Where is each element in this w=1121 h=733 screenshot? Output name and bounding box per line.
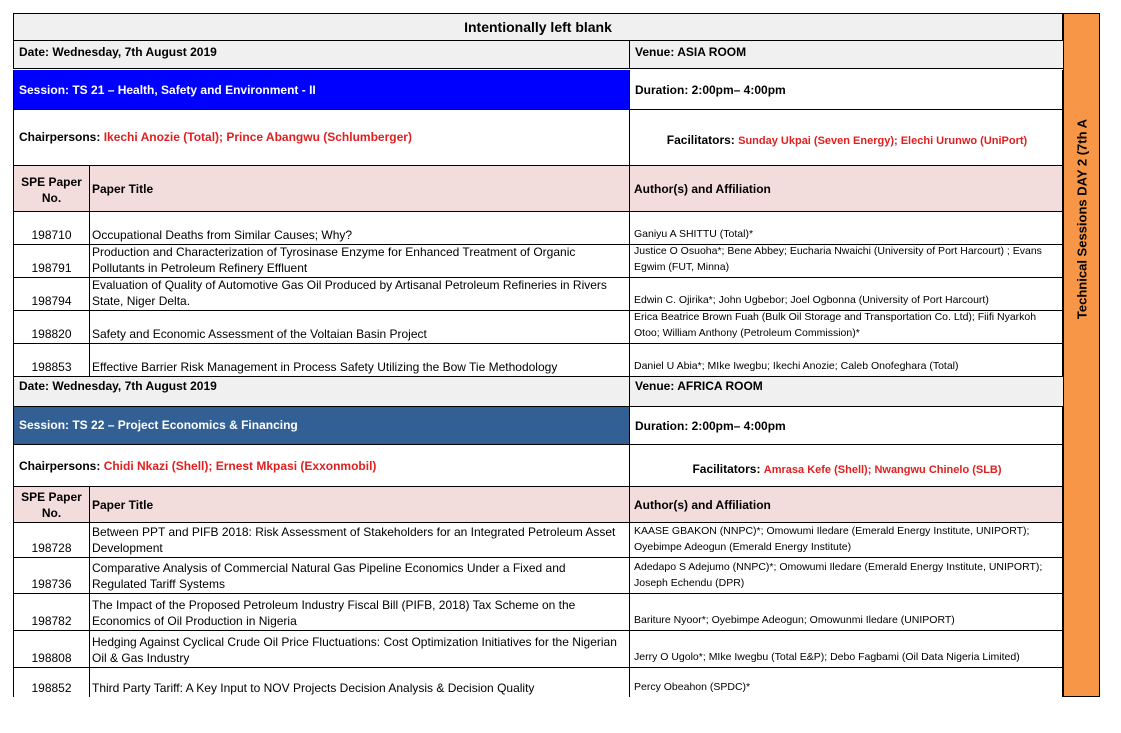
paper-number: 198808 [31, 651, 72, 665]
banner-text: Intentionally left blank [464, 19, 612, 35]
table-row [13, 344, 1063, 377]
chairpersons [14, 459, 629, 473]
chairpersons-row [13, 110, 1063, 166]
paper-title: Evaluation of Quality of Automotive Gas Oil Produced by Artisanal Petroleum Refineries in Rivers State, Niger Delta. [92, 278, 607, 308]
chairpersons-names: Ikechi Anozie (Total); Prince Abangwu (Schlumberger) [103, 130, 412, 144]
table-row [13, 558, 1063, 594]
paper-number: 198853 [31, 360, 72, 374]
header-paper-title: Paper Title [92, 498, 154, 512]
chairpersons-label: Chairpersons: [19, 459, 104, 473]
session-title: Session: TS 21 – Health, Safety and Environment - II [19, 83, 316, 97]
facilitators-label: Facilitators: [692, 462, 764, 476]
paper-number: 198736 [31, 577, 72, 591]
chairpersons-row [13, 445, 1063, 487]
session-title-row [13, 70, 1063, 110]
paper-authors: Percy Obeahon (SPDC)* [634, 681, 751, 693]
header-paper-no: SPE Paper No. [21, 490, 82, 520]
table-row [13, 631, 1063, 668]
paper-title: Third Party Tariff: A Key Input to NOV Projects Decision Analysis & Decision Quality [92, 681, 535, 695]
paper-number: 198710 [31, 228, 72, 242]
paper-title: Production and Characterization of Tyrosinase Enzyme for Enhanced Treatment of Organic Pollutants in Petroleum Refinery Effluent [92, 245, 576, 275]
paper-number: 198820 [31, 327, 72, 341]
session-duration: Duration: 2:00pm– 4:00pm [635, 83, 786, 97]
banner-row [13, 13, 1063, 41]
session-title: Session: TS 22 – Project Economics & Financing [19, 418, 298, 432]
paper-authors: Adedapo S Adejumo (NNPC)*; Omowumi Iledare (Emerald Energy Institute, UNIPORT); Joseph Echendu (DPR) [634, 561, 1043, 589]
session-venue: Venue: ASIA ROOM [635, 45, 747, 59]
header-author: Author(s) and Affiliation [634, 182, 771, 196]
paper-title: The Impact of the Proposed Petroleum Industry Fiscal Bill (PIFB, 2018) Tax Scheme on the Economics of Oil Production in Nigeria [92, 598, 576, 628]
table-row [13, 278, 1063, 311]
paper-title: Occupational Deaths from Similar Causes; Why? [92, 228, 353, 242]
paper-number: 198852 [31, 681, 72, 695]
facilitators [630, 460, 1064, 478]
chairpersons [14, 130, 629, 144]
paper-number: 198794 [31, 294, 72, 308]
paper-authors: Daniel U Abia*; MIke Iwegbu; Ikechi Anozie; Caleb Onofeghara (Total) [634, 360, 959, 372]
header-paper-title: Paper Title [92, 182, 154, 196]
paper-title: Hedging Against Cyclical Crude Oil Price Fluctuations: Cost Optimization Initiatives for the Nigerian Oil & Gas Industry [92, 635, 617, 665]
paper-number: 198728 [31, 541, 72, 555]
table-row [13, 594, 1063, 631]
table-row [13, 212, 1063, 245]
paper-authors: Justice O Osuoha*; Bene Abbey; Eucharia Nwaichi (University of Port Harcourt) ; Evans Egwim (FUT, Minna) [634, 245, 1042, 273]
table-row [13, 668, 1063, 697]
table-row [13, 311, 1063, 344]
session-duration: Duration: 2:00pm– 4:00pm [635, 419, 786, 433]
facilitators [630, 131, 1064, 149]
side-banner-text: Technical Sessions DAY 2 (7th A [1074, 118, 1090, 320]
paper-authors: Erica Beatrice Brown Fuah (Bulk Oil Storage and Transportation Co. Ltd); Fiifi Nyarkoh Otoo; William Anthony (Petroleum Commission)* [634, 311, 1037, 339]
facilitators-label: Facilitators: [666, 133, 739, 147]
paper-authors: Edwin C. Ojirika*; John Ugbebor; Joel Ogbonna (University of Port Harcourt) [634, 294, 989, 306]
session-date-row [13, 41, 1063, 69]
paper-title: Safety and Economic Assessment of the Voltaian Basin Project [92, 327, 427, 341]
table-header-row [13, 487, 1063, 523]
header-paper-no: SPE Paper No. [21, 175, 82, 205]
table-row [13, 523, 1063, 558]
paper-authors: Jerry O Ugolo*; MIke Iwegbu (Total E&P); Debo Fagbami (Oil Data Nigeria Limited) [634, 651, 1020, 663]
paper-authors: KAASE GBAKON (NNPC)*; Omowumi Iledare (Emerald Energy Institute, UNIPORT); Oyebimpe Adeogun (Emerald Energy Institute) [634, 525, 1030, 553]
session-date-row [13, 377, 1063, 407]
table-header-row [13, 166, 1063, 212]
paper-number: 198791 [31, 261, 72, 275]
schedule-sheet [13, 13, 1063, 697]
session-date: Date: Wednesday, 7th August 2019 [19, 379, 217, 393]
chairpersons-names: Chidi Nkazi (Shell); Ernest Mkpasi (Exxonmobil) [103, 459, 377, 473]
paper-title: Effective Barrier Risk Management in Process Safety Utilizing the Bow Tie Methodology [92, 360, 558, 374]
session-venue: Venue: AFRICA ROOM [635, 379, 763, 393]
chairpersons-label: Chairpersons: [19, 130, 104, 144]
paper-title: Comparative Analysis of Commercial Natural Gas Pipeline Economics Under a Fixed and Regulated Tariff Systems [92, 561, 566, 591]
paper-title: Between PPT and PIFB 2018: Risk Assessment of Stakeholders for an Integrated Petroleum Asset Development [92, 525, 616, 555]
facilitators-names: Sunday Ukpai (Seven Energy); Elechi Urunwo (UniPort) [738, 135, 1028, 147]
facilitators-names: Amrasa Kefe (Shell); Nwangwu Chinelo (SLB) [763, 464, 1002, 476]
paper-number: 198782 [31, 614, 72, 628]
paper-authors: Bariture Nyoor*; Oyebimpe Adeogun; Omowunmi Iledare (UNIPORT) [634, 614, 955, 626]
header-author: Author(s) and Affiliation [634, 498, 771, 512]
paper-authors: Ganiyu A SHITTU (Total)* [634, 228, 754, 240]
side-banner [1063, 13, 1100, 697]
session-date: Date: Wednesday, 7th August 2019 [19, 45, 217, 59]
session-title-row [13, 407, 1063, 445]
table-row [13, 245, 1063, 278]
